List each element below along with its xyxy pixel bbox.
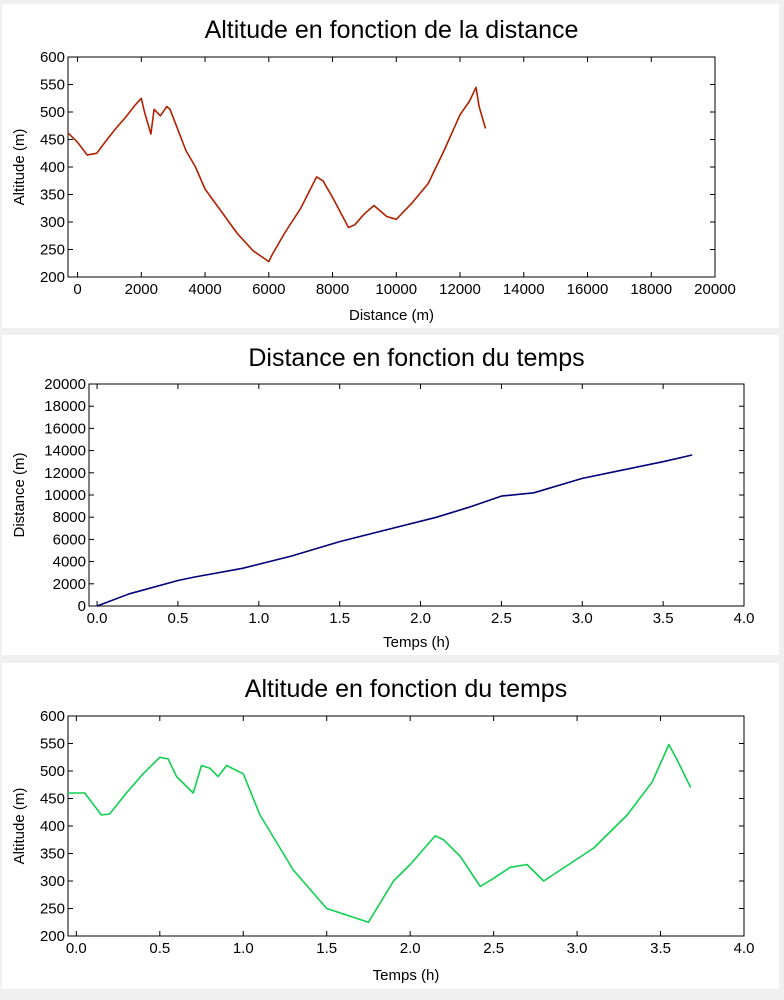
y-tick-label: 0 [77,598,86,615]
y-tick-label: 550 [39,735,65,753]
x-tick-label: 2.0 [410,610,431,627]
series-line-distance [97,455,692,606]
x-tick-label: 3.5 [650,940,671,957]
x-tick-label: 18000 [630,281,673,298]
x-tick-label: 20000 [694,281,736,298]
x-tick-label: 3.5 [652,610,674,627]
x-tick-label: 16000 [566,281,609,298]
y-tick-label: 400 [39,159,65,176]
chart-altitude-time [2,663,779,989]
x-tick-label: 12000 [439,281,481,298]
plot-frame [89,384,744,606]
y-axis-label: Altitude (m) [11,787,28,865]
x-tick-label: 4.0 [733,610,755,627]
y-tick-label: 4000 [52,553,86,571]
x-tick-label: 1.0 [232,940,254,957]
x-tick-label: 0.5 [167,610,189,627]
y-tick-label: 12000 [44,464,86,482]
y-tick-label: 450 [39,131,65,149]
y-tick-label: 6000 [52,531,86,549]
y-tick-label: 16000 [44,420,86,438]
y-tick-label: 400 [39,818,65,835]
x-tick-label: 1.5 [329,610,351,627]
y-tick-label: 2000 [52,575,86,593]
x-tick-label: 0.0 [86,610,108,627]
x-axis-label: Temps (h) [383,634,450,651]
x-axis-label: Temps (h) [372,967,440,984]
x-tick-label: 4.0 [733,940,755,957]
x-tick-label: 0.5 [149,940,171,957]
x-tick-label: 10000 [375,281,418,298]
series-line-altitude [68,745,691,923]
chart-title: Distance en fonction du temps [248,344,585,372]
y-tick-label: 14000 [44,442,86,460]
plot-frame [68,57,715,277]
y-tick-label: 450 [39,790,65,808]
x-tick-label: 0 [73,281,82,298]
chart-distance-time [2,335,779,655]
x-tick-label: 3.0 [571,610,593,627]
x-tick-label: 4000 [188,281,222,298]
y-tick-label: 200 [39,928,65,945]
y-tick-label: 600 [39,708,65,725]
chart-panel-altitude-distance [2,4,779,328]
chart-panel-altitude-time [2,663,779,989]
y-axis-label: Altitude (m) [11,128,28,206]
y-tick-label: 200 [39,269,65,286]
x-tick-label: 1.5 [316,940,338,957]
plot-frame [68,716,744,936]
y-tick-label: 600 [39,49,65,66]
y-tick-label: 350 [39,845,65,863]
chart-altitude-distance [2,4,779,328]
y-tick-label: 250 [39,241,65,259]
y-tick-label: 500 [39,763,65,780]
chart-title: Altitude en fonction de la distance [204,16,579,44]
x-tick-label: 1.0 [248,610,270,627]
y-axis-label: Distance (m) [11,452,28,538]
x-tick-label: 14000 [502,281,545,298]
x-tick-label: 3.0 [566,940,588,957]
y-tick-label: 10000 [44,487,86,504]
x-tick-label: 2.5 [483,940,505,957]
y-tick-label: 300 [39,214,65,231]
x-tick-label: 2.5 [490,610,512,627]
y-tick-label: 350 [39,186,65,204]
x-tick-label: 2000 [124,281,158,298]
y-tick-label: 18000 [44,398,86,416]
x-tick-label: 2.0 [399,940,421,957]
x-tick-label: 0.0 [65,940,87,957]
y-tick-label: 20000 [44,376,86,393]
chart-panel-distance-time [2,335,779,655]
x-axis-label: Distance (m) [348,307,435,324]
x-tick-label: 8000 [315,281,350,298]
chart-title: Altitude en fonction du temps [244,675,568,703]
y-tick-label: 550 [39,76,65,94]
y-tick-label: 8000 [52,509,86,527]
x-tick-label: 6000 [252,281,286,298]
y-tick-label: 500 [39,104,65,121]
y-tick-label: 250 [39,900,65,918]
y-tick-label: 300 [39,873,65,890]
series-line-altitude [68,87,486,261]
